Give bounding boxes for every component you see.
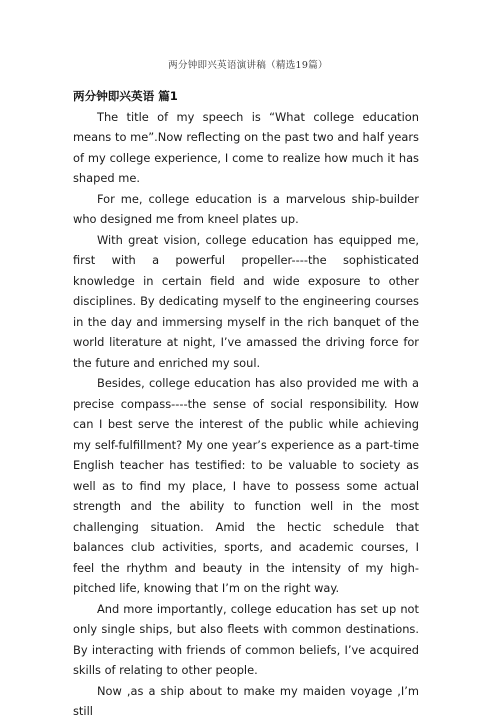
paragraph: Now ,as a ship about to make my maiden voyage ,I’m still bbox=[73, 683, 419, 718]
page-header: 两分钟即兴英语演讲稿（精选19篇） bbox=[168, 60, 328, 71]
section-heading: 两分钟即兴英语 篇1 bbox=[73, 89, 178, 103]
paragraph: With great vision, college education has equipped me, first with a powerful propeller----the sophisticated knowledge in certain field and wide exposure to other disciplines. By dedicating myself to the engineering courses in the day and immersing myself in the rich banquet of the world literature at night, I’ve amassed the driving force for the future and enriched my soul. bbox=[73, 232, 419, 370]
paragraph: Besides, college education has also provided me with a precise compass----the sense of social responsibility. How can I best serve the interest of the public while achieving my self-fulfillment? My one year’s experience as a part-time English teacher has testified: to be valuable to society as well as to find my place, I have to possess some actual strength and the ability to function well in the most challenging situation. Amid the hectic schedule that balances club activities, sports, and academic courses, I feel the rhythm and beauty in the intensity of my high-pitched life, knowing that I’m on the right way. bbox=[73, 376, 419, 595]
paragraph: For me, college education is a marvelous ship-builder who designed me from kneel plates up. bbox=[73, 191, 419, 226]
document-body bbox=[73, 86, 419, 722]
paragraph: The title of my speech is “What college education means to me”.Now reflecting on the past two and half years of my college experience, I come to realize how much it has shaped me. bbox=[73, 109, 419, 185]
paragraph: And more importantly, college education has set up not only single ships, but also fleets with common destinations. By interacting with friends of common beliefs, I’ve acquired skills of relating to other people. bbox=[73, 601, 419, 677]
